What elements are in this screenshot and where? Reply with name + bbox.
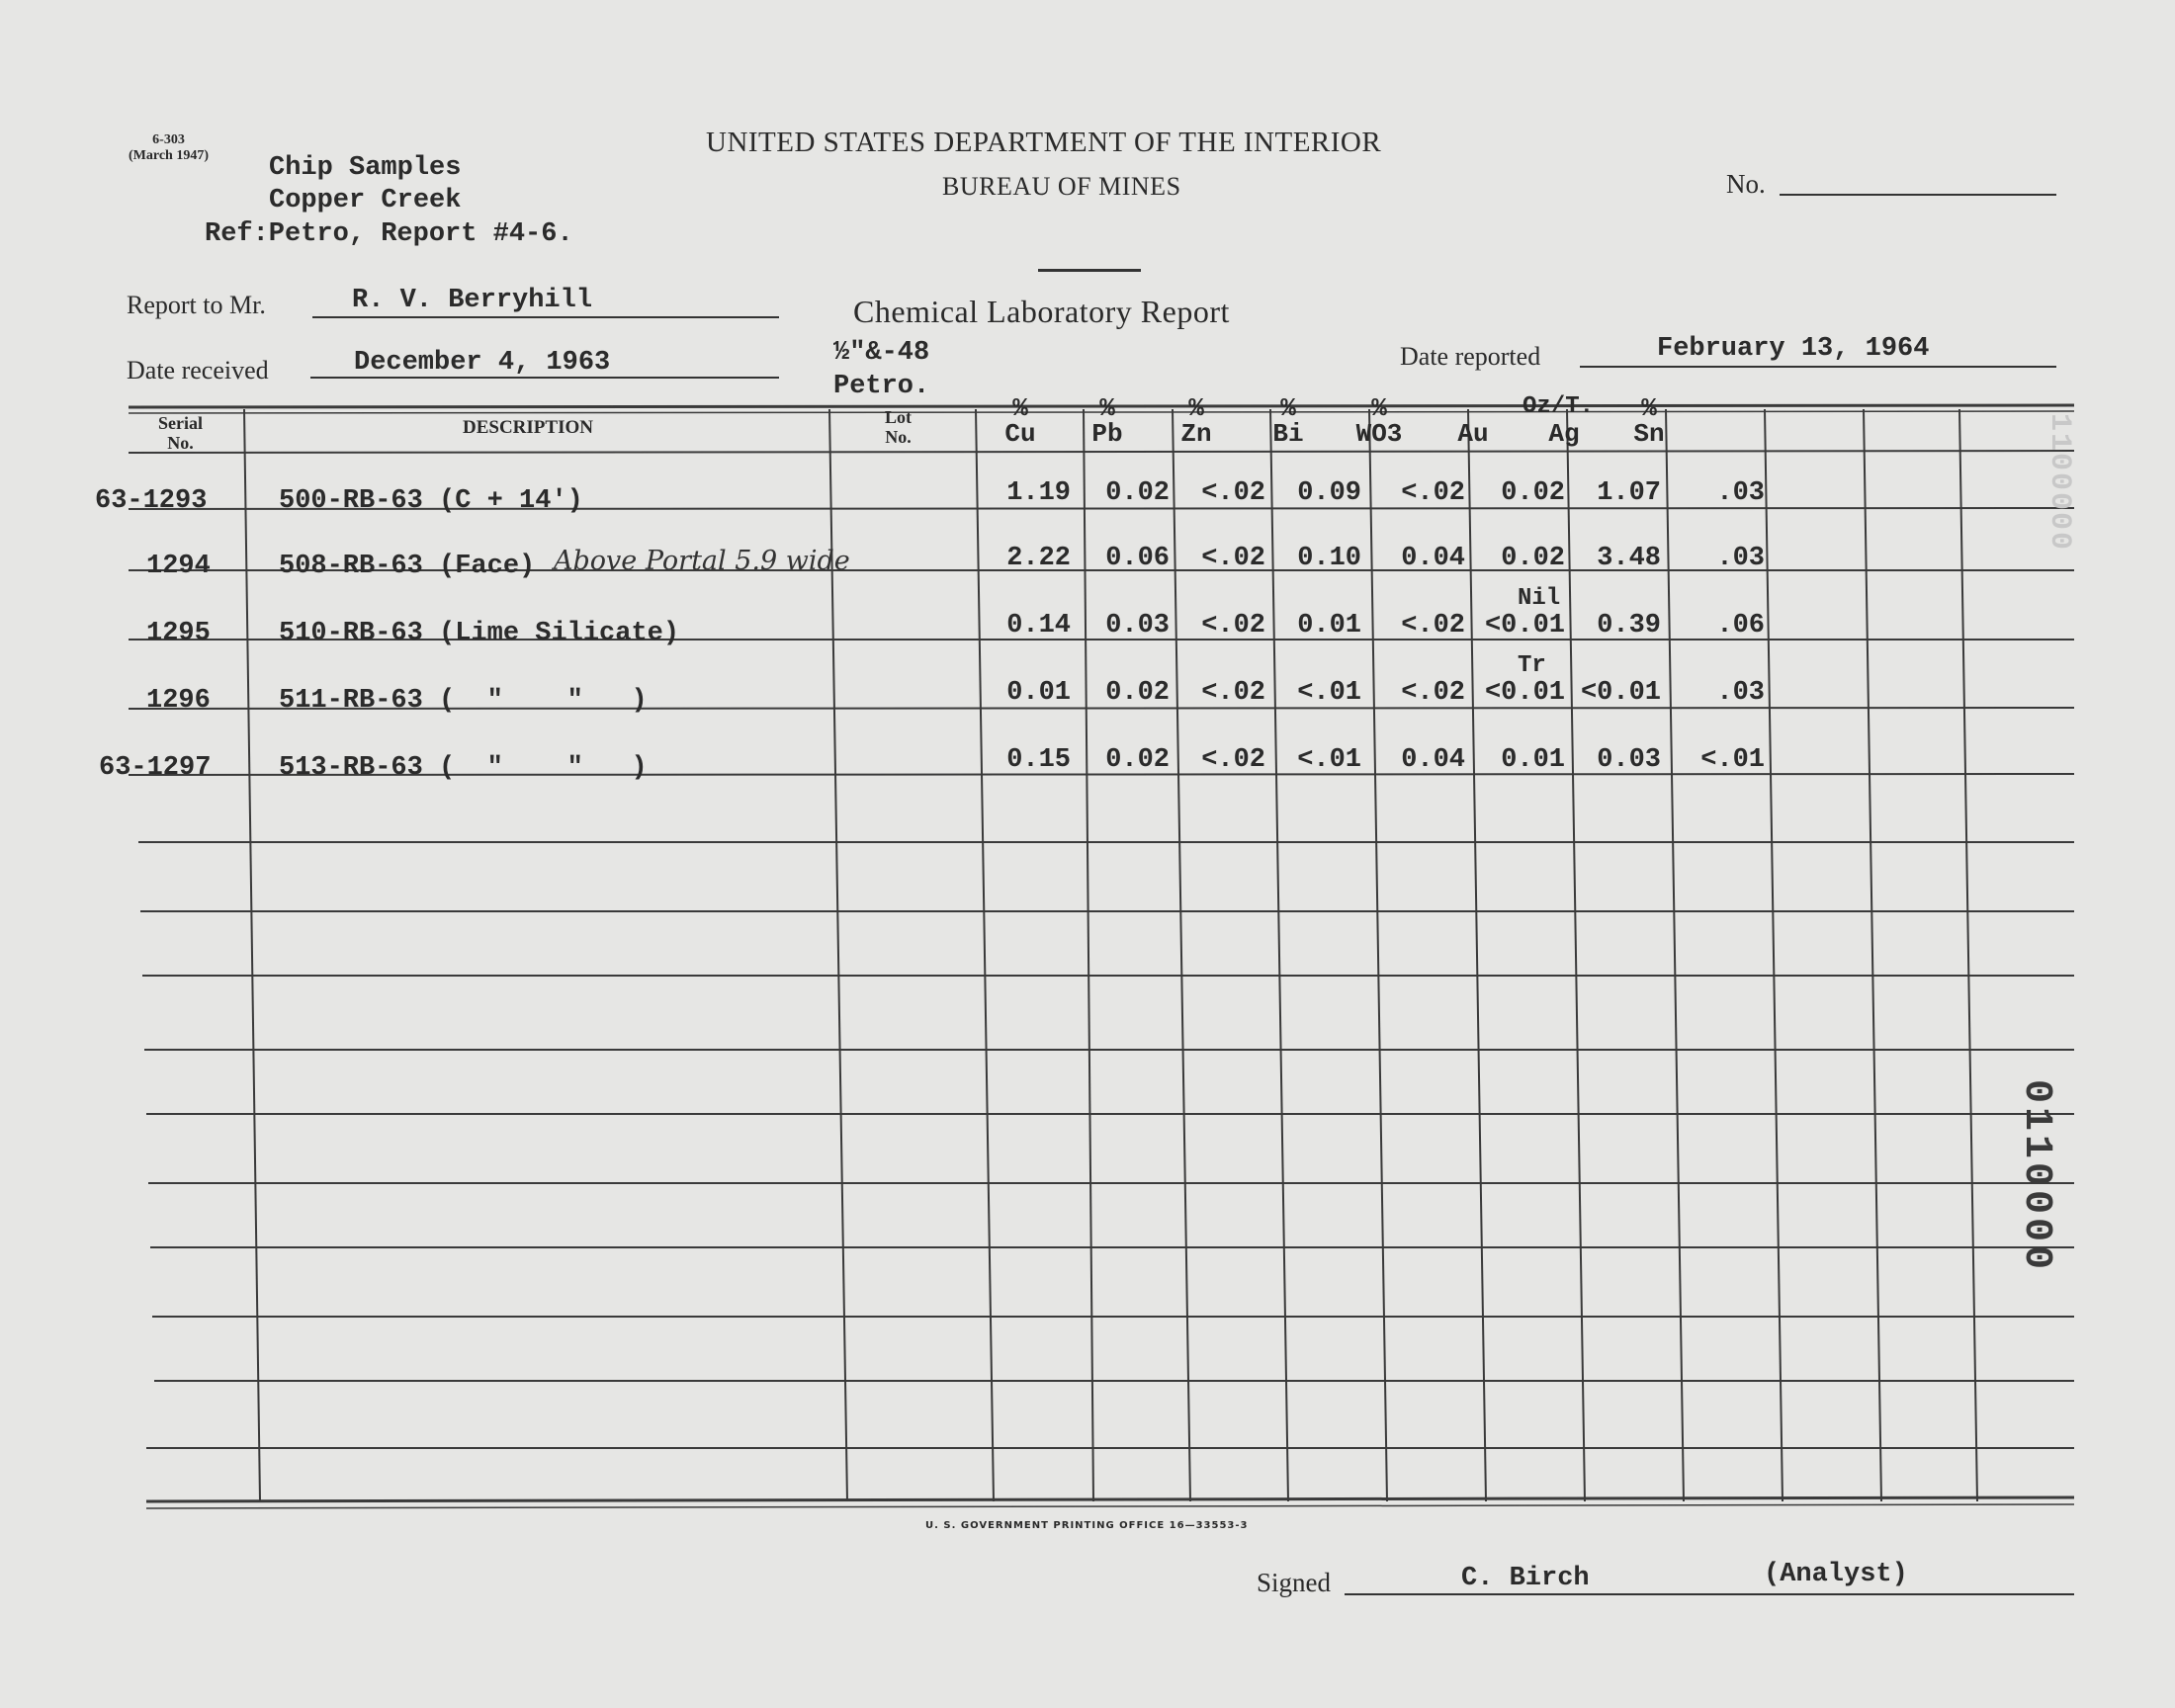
column-header-percent: %	[1280, 393, 1296, 423]
no-field-line	[1780, 194, 2056, 196]
assay-value: <.01	[1297, 745, 1361, 775]
column-header-name: Ag	[1548, 419, 1580, 449]
column-header	[1614, 393, 1684, 449]
stamp-top-right: 1100000	[2043, 413, 2076, 553]
assay-value: <.02	[1401, 478, 1465, 508]
column-header-percent: %	[1099, 393, 1115, 423]
printing-office-imprint: U. S. GOVERNMENT PRINTING OFFICE 16—33553-3	[925, 1520, 1249, 1531]
no-label: No.	[1726, 169, 1766, 199]
divider-rule	[1038, 269, 1141, 272]
column-header-name: Zn	[1180, 419, 1212, 449]
assay-value: <.01	[1297, 678, 1361, 708]
date-reported-label: Date reported	[1400, 342, 1541, 371]
date-reported-line	[1580, 366, 2056, 368]
assay-value: 1.19	[1006, 478, 1071, 508]
assay-value: .06	[1716, 611, 1765, 640]
column-header-name: Bi	[1272, 419, 1304, 449]
report-to-line	[312, 316, 779, 318]
assay-value: 3.48	[1597, 544, 1661, 573]
header-oz-per-ton: Oz/T.	[1522, 393, 1595, 420]
assay-value: <0.01	[1580, 678, 1661, 708]
note-line-2: Copper Creek	[269, 186, 462, 215]
column-header	[1529, 393, 1599, 449]
column-header	[986, 393, 1055, 449]
assay-value: 0.02	[1105, 678, 1170, 708]
assay-value: <0.01	[1484, 611, 1565, 640]
assay-value: 0.06	[1105, 544, 1170, 573]
header-serial-no: Serial No.	[158, 413, 203, 453]
assay-value: .03	[1716, 544, 1765, 573]
assay-value: <.02	[1201, 745, 1265, 775]
header-description: DESCRIPTION	[463, 417, 593, 438]
date-received-value: December 4, 1963	[354, 348, 611, 378]
assay-value: .03	[1716, 478, 1765, 508]
report-title: Chemical Laboratory Report	[853, 294, 1230, 329]
assay-value: 0.04	[1401, 544, 1465, 573]
sample-description: 508-RB-63 (Face)	[279, 552, 536, 581]
analyst-role: (Analyst)	[1764, 1560, 1908, 1589]
bureau-title: BUREAU OF MINES	[942, 172, 1181, 201]
date-reported-value: February 13, 1964	[1657, 334, 1930, 364]
assay-value: <.02	[1201, 611, 1265, 640]
column-header-percent	[1438, 393, 1508, 419]
assay-value: 0.14	[1006, 611, 1071, 640]
assay-value: 0.04	[1401, 745, 1465, 775]
serial-number: 1296	[146, 686, 211, 716]
assay-value: .03	[1716, 678, 1765, 708]
header-lot-no: Lot No.	[885, 407, 912, 447]
assay-value: 0.03	[1105, 611, 1170, 640]
serial-number: 1295	[146, 619, 211, 648]
assay-value: <0.01	[1484, 678, 1565, 708]
assay-value: <.02	[1201, 678, 1265, 708]
column-header-name: Cu	[1004, 419, 1036, 449]
au-note: Tr	[1518, 652, 1546, 679]
serial-number: 63-1297	[99, 753, 212, 783]
sample-description: 510-RB-63 (Lime Silicate)	[279, 619, 680, 648]
assay-value: 0.02	[1105, 745, 1170, 775]
note-line-3: Ref:Petro, Report #4-6.	[205, 219, 573, 249]
assay-value: 0.02	[1501, 544, 1565, 573]
serial-number: 63-1293	[95, 486, 208, 516]
column-header	[1345, 393, 1414, 449]
assay-value: 2.22	[1006, 544, 1071, 573]
sample-description: 500-RB-63 (C + 14')	[279, 486, 583, 516]
column-header-percent: %	[1371, 393, 1387, 423]
column-header	[1073, 393, 1142, 449]
lot-note-line-2: Petro.	[833, 372, 930, 401]
note-line-1: Chip Samples	[269, 153, 462, 183]
assay-value: 0.03	[1597, 745, 1661, 775]
assay-value: 0.09	[1297, 478, 1361, 508]
column-header	[1438, 393, 1508, 449]
assay-value: 0.39	[1597, 611, 1661, 640]
assay-value: 0.01	[1501, 745, 1565, 775]
column-header-percent: %	[1012, 393, 1028, 423]
assay-value: 0.02	[1105, 478, 1170, 508]
report-to-value: R. V. Berryhill	[352, 286, 593, 315]
assay-value: <.02	[1401, 611, 1465, 640]
assay-value: 1.07	[1597, 478, 1661, 508]
assay-value: <.02	[1201, 478, 1265, 508]
assay-value: <.02	[1201, 544, 1265, 573]
assay-value: 0.01	[1006, 678, 1071, 708]
handwritten-annotation: Above Portal 5.9 wide	[554, 546, 850, 576]
column-header-percent: %	[1641, 393, 1657, 423]
assay-value: 0.01	[1297, 611, 1361, 640]
report-to-label: Report to Mr.	[127, 291, 266, 319]
assay-value: 0.02	[1501, 478, 1565, 508]
sample-description: 513-RB-63 ( " " )	[279, 753, 648, 783]
assay-value: 0.15	[1006, 745, 1071, 775]
lot-note-line-1: ½"&-48	[833, 338, 930, 368]
signed-label: Signed	[1257, 1568, 1332, 1597]
column-header-name: Au	[1457, 419, 1489, 449]
sample-description: 511-RB-63 ( " " )	[279, 686, 648, 716]
column-header-name: Sn	[1633, 419, 1665, 449]
assay-value: <.02	[1401, 678, 1465, 708]
analyst-name: C. Birch	[1461, 1564, 1590, 1593]
stamp-side-number: 0110000	[2014, 1079, 2058, 1274]
column-header-name: Pb	[1091, 419, 1123, 449]
column-header	[1162, 393, 1231, 449]
signed-line	[1345, 1593, 2074, 1595]
department-title: UNITED STATES DEPARTMENT OF THE INTERIOR	[706, 127, 1382, 158]
column-header-percent	[1529, 393, 1599, 419]
assay-value: 0.10	[1297, 544, 1361, 573]
date-received-label: Date received	[127, 356, 269, 384]
column-header-percent: %	[1188, 393, 1204, 423]
au-note: Nil	[1518, 585, 1561, 612]
assay-value: <.01	[1700, 745, 1765, 775]
serial-number: 1294	[146, 552, 211, 581]
form-number: 6-303 (March 1947)	[129, 132, 209, 163]
column-header-name: WO3	[1355, 419, 1403, 449]
column-header	[1254, 393, 1323, 449]
